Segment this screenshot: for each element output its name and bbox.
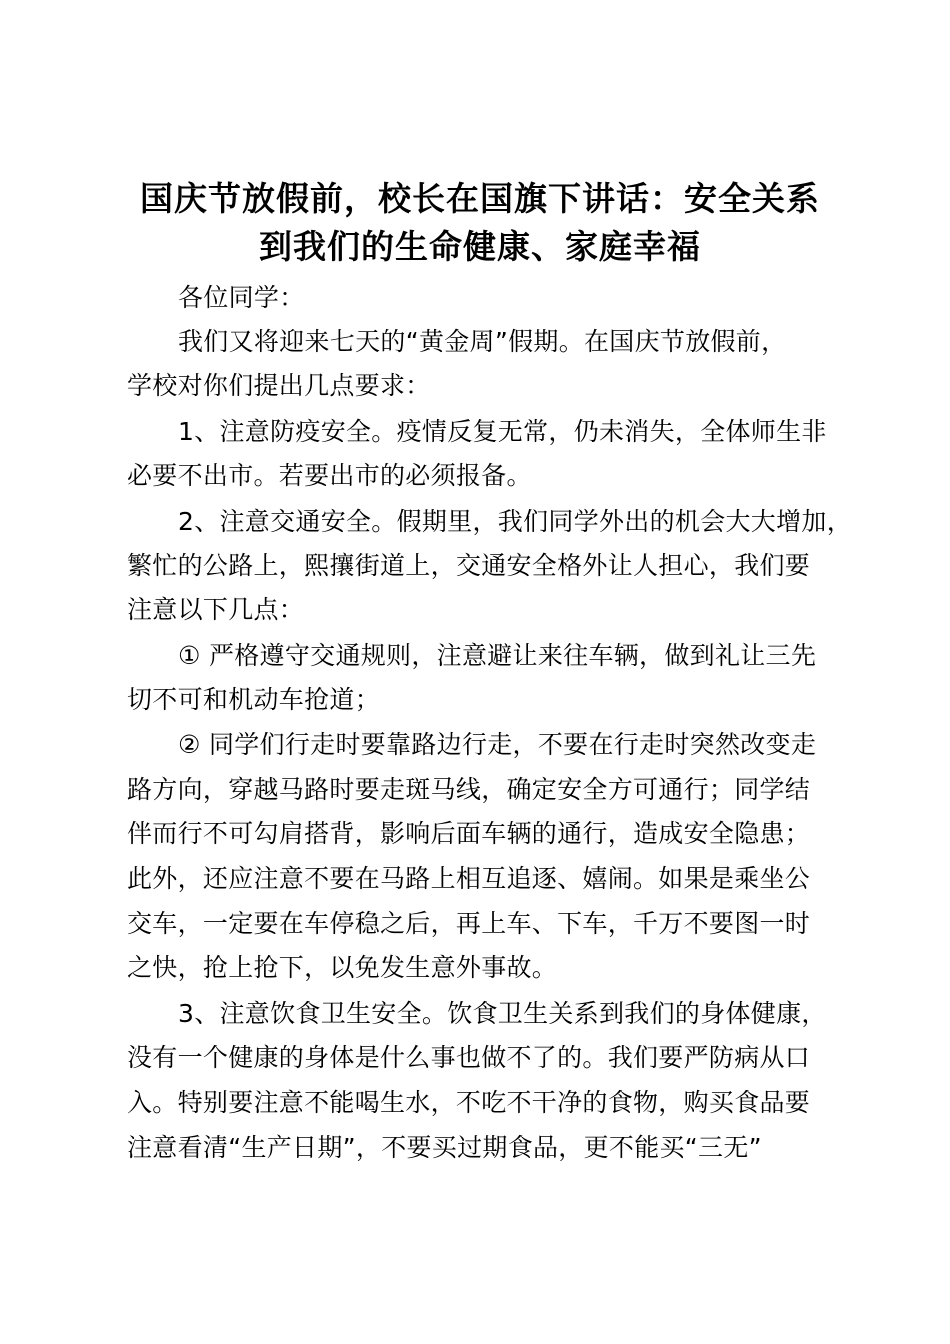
body-line: 1、注意防疫安全。疫情反复无常，仍未消失，全体师生非 [178,417,827,446]
body-line: 繁忙的公路上，熙攘街道上，交通安全格外让人担心，我们要 [127,551,811,580]
body-line: 交车，一定要在车停稳之后，再上车、下车，千万不要图一时 [127,909,811,938]
body-line: ② 同学们行走时要靠路边行走，不要在行走时突然改变走 [178,730,817,759]
body-line: 之快，抢上抢下，以免发生意外事故。 [127,953,558,982]
body-line: 学校对你们提出几点要求： [127,371,431,400]
body-line: 伴而行不可勾肩搭背，影响后面车辆的通行，造成安全隐患； [127,819,811,848]
body-line: 2、注意交通安全。假期里，我们同学外出的机会大大增加， [178,507,853,536]
body-line: ① 严格遵守交通规则，注意避让来往车辆，做到礼让三先 [178,641,817,670]
body-line: 切不可和机动车抢道； [127,685,381,714]
body-line: 此外，还应注意不要在马路上相互追逐、嬉闹。如果是乘坐公 [127,864,811,893]
body-line: 我们又将迎来七天的“黄金周”假期。在国庆节放假前， [178,327,787,356]
document-title-line-1: 国庆节放假前，校长在国旗下讲话：安全关系 [140,179,820,218]
document-title-line-2: 到我们的生命健康、家庭幸福 [259,227,701,266]
body-line: 路方向，穿越马路时要走斑马线，确定安全方可通行；同学结 [127,775,811,804]
body-line: 必要不出市。若要出市的必须报备。 [127,461,532,490]
body-line: 没有一个健康的身体是什么事也做不了的。我们要严防病从口 [127,1043,811,1072]
body-line: 3、注意饮食卫生安全。饮食卫生关系到我们的身体健康， [178,999,827,1028]
body-line: 各位同学： [178,283,305,312]
body-line: 注意看清“生产日期”，不要买过期食品，更不能买“三无” [127,1133,762,1162]
body-line: 注意以下几点： [127,595,305,624]
body-line: 入。特别要注意不能喝生水，不吃不干净的食物，购买食品要 [127,1088,811,1117]
